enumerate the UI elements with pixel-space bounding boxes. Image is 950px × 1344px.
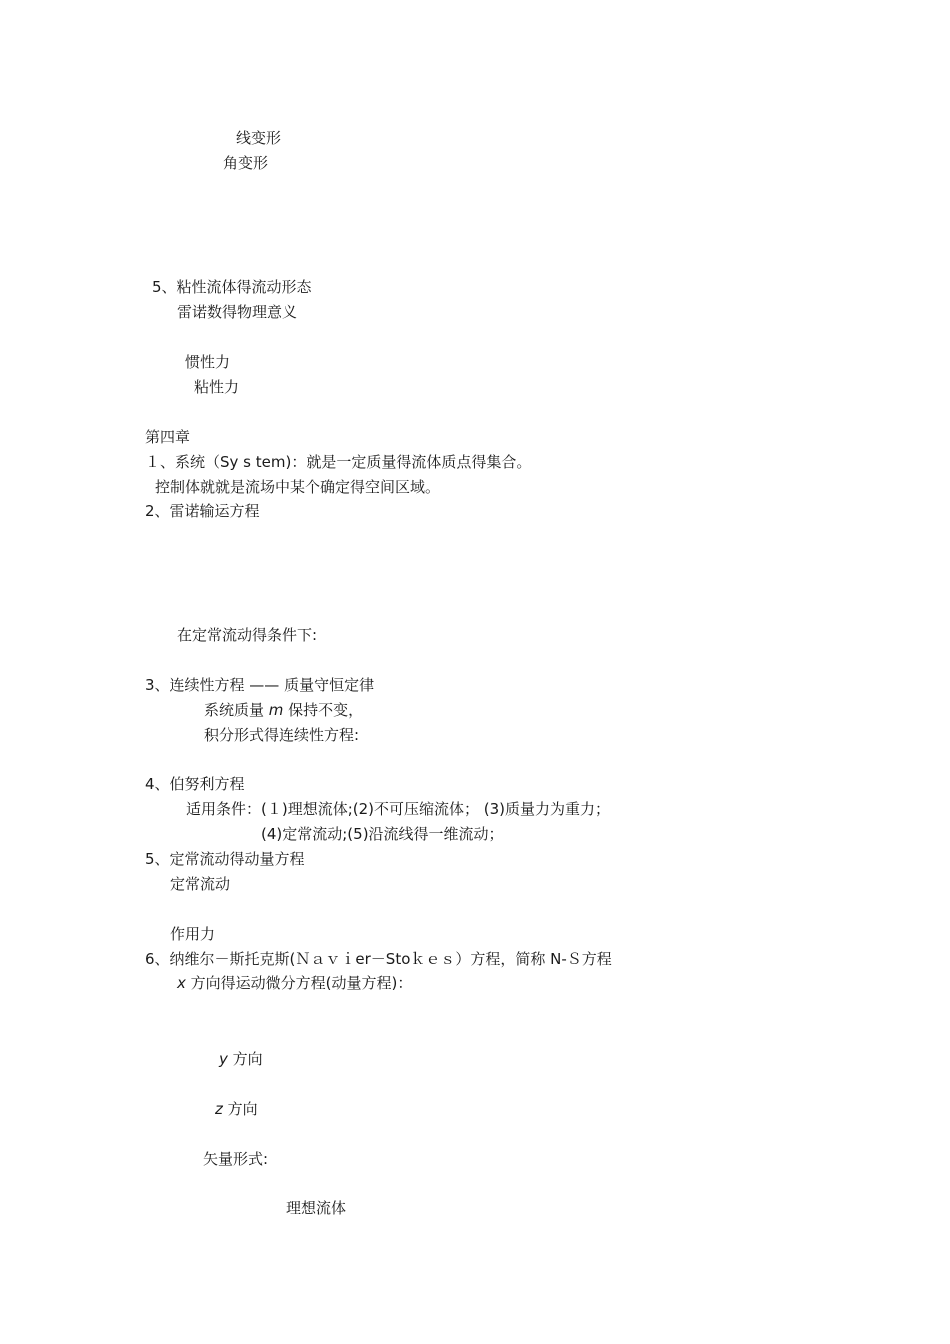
text-line-x-direction: [177, 973, 412, 993]
text-fragment: 保持不变，: [283, 701, 364, 719]
text-line-inertial-force: 惯性力: [185, 353, 231, 371]
text-line-steady-flow-condition: 在定常流动得条件下:: [177, 626, 318, 644]
text-line-steady-flow: 定常流动: [170, 875, 231, 893]
text-line-y-direction: [219, 1049, 263, 1069]
text-line-acting-force: 作用力: [170, 925, 216, 943]
text-line-system-mass: [204, 700, 363, 720]
text-line-reynolds-meaning: 雷诺数得物理意义: [177, 303, 298, 321]
text-fragment: 方向: [222, 1100, 258, 1118]
text-line-conditions-cont: (4)定常流动;(5)沿流线得一维流动；: [261, 825, 504, 843]
section-heading-navier-stokes: 6、纳维尔－斯托克斯(Ｎａｖｉer－Stoｋｅｓ）方程，简称 N-Ｓ方程: [145, 950, 612, 968]
text-line-conditions: 适用条件：(１)理想流体;(2)不可压缩流体； (3)质量力为重力；: [186, 800, 611, 818]
text-line-vector-form: 矢量形式:: [203, 1150, 269, 1168]
text-line-angular-deformation: 角变形: [223, 154, 269, 172]
section-heading-reynolds-transport: 2、雷诺输运方程: [145, 502, 260, 520]
text-fragment: 方向得运动微分方程(动量方程)：: [185, 974, 413, 992]
symbol-m: m: [268, 701, 284, 719]
text-line-linear-deformation: 线变形: [236, 129, 282, 147]
text-fragment: 系统质量: [204, 701, 269, 719]
symbol-y: y: [219, 1050, 228, 1068]
text-line-viscous-force: 粘性力: [194, 378, 240, 396]
text-line-z-direction: [215, 1099, 258, 1119]
text-line-system-definition: １、系统（Sy s tem)：就是一定质量得流体质点得集合。: [145, 453, 532, 471]
section-heading-viscous-flow: 5、粘性流体得流动形态: [152, 278, 312, 296]
text-line-integral-continuity: 积分形式得连续性方程:: [204, 726, 360, 744]
chapter-heading: 第四章: [145, 428, 191, 446]
section-heading-momentum: 5、定常流动得动量方程: [145, 850, 305, 868]
text-line-ideal-fluid: 理想流体: [286, 1199, 347, 1217]
text-line-control-volume: 控制体就就是流场中某个确定得空间区域。: [155, 478, 441, 496]
symbol-z: z: [215, 1100, 223, 1118]
symbol-x: x: [177, 974, 186, 992]
text-fragment: 方向: [227, 1050, 263, 1068]
section-heading-bernoulli: 4、伯努利方程: [145, 775, 245, 793]
section-heading-continuity: 3、连续性方程 —— 质量守恒定律: [145, 676, 375, 694]
